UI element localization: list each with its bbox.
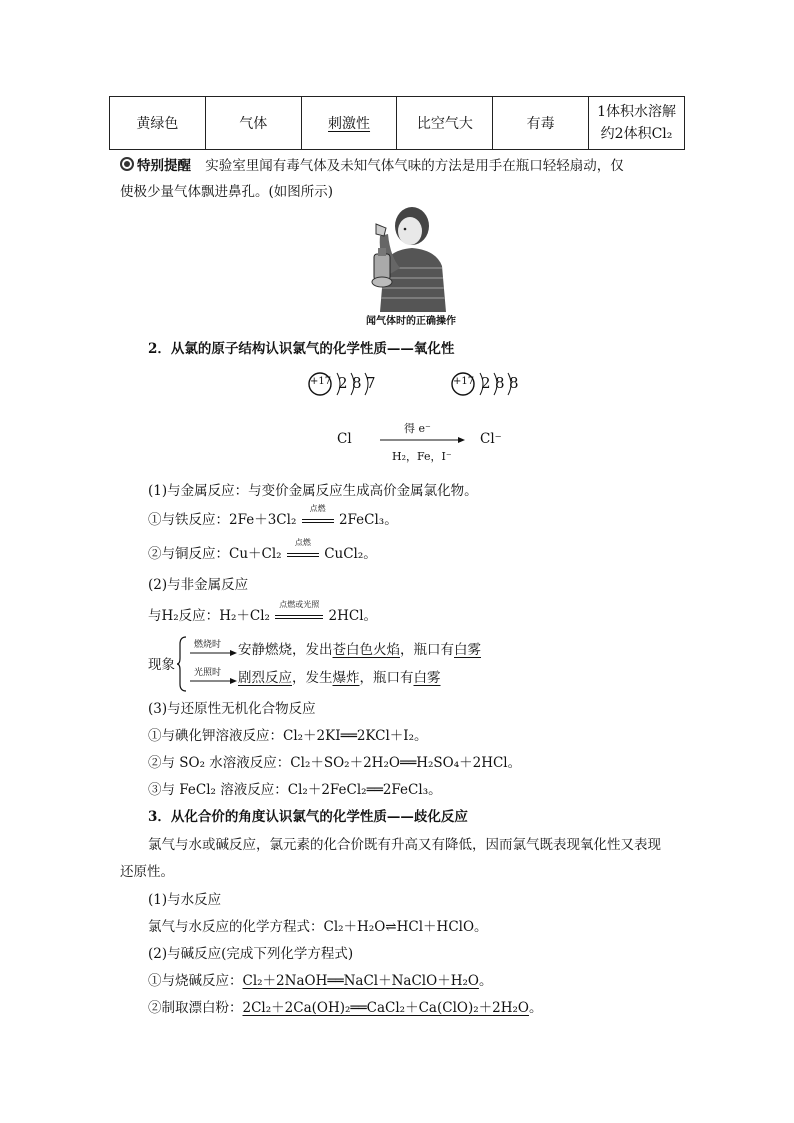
base-heading: (2)与碱反应(完成下列化学方程式) xyxy=(148,946,354,962)
cu-cond: 点燃 xyxy=(294,538,311,547)
bleach-end: 。 xyxy=(528,1000,543,1016)
section3-title: 3．从化合价的角度认识氯气的化学性质——歧化反应 xyxy=(148,809,468,825)
table-cell-density: 比空气大 xyxy=(397,97,493,150)
light-fog: 白雾 xyxy=(413,670,441,686)
person-smelling-icon xyxy=(350,204,460,312)
cu-right: CuCl₂。 xyxy=(324,546,377,562)
table-cell-toxicity: 有毒 xyxy=(493,97,589,150)
burn-flame: 苍白色火焰 xyxy=(332,642,400,658)
ion-shell-3: 8 xyxy=(509,374,519,392)
phenomenon-label: 现象 xyxy=(148,657,175,673)
section3-para2: 还原性。 xyxy=(120,864,174,880)
h2-right: 2HCl。 xyxy=(328,608,378,624)
cl-ion-label: Cl⁻ xyxy=(480,431,502,447)
bleach-equation: 2Cl₂＋2Ca(OH)₂══CaCl₂＋Ca(ClO)₂＋2H₂O xyxy=(242,1000,529,1016)
light-violent: 剧烈反应 xyxy=(238,670,292,686)
h2-label: 与H₂反应： xyxy=(148,608,220,624)
ion-shell-1: 2 xyxy=(481,374,491,392)
reducing-fecl2: ③与 FeCl₂ 溶液反应：Cl₂＋2FeCl₂══2FeCl₃。 xyxy=(148,782,442,798)
burn-cond: 燃烧时 xyxy=(194,640,222,650)
burn-fog: 白雾 xyxy=(454,642,481,658)
fe-eq-sign xyxy=(301,504,335,528)
cl-nucleus-charge: +17 xyxy=(310,376,332,387)
smelling-figure xyxy=(350,204,460,314)
burn-text-a: 安静燃烧，发出 xyxy=(238,642,333,658)
burn-text-b: ，瓶口有 xyxy=(400,642,454,658)
note-label: 特别提醒 xyxy=(137,158,191,174)
light-row xyxy=(190,666,441,686)
naoh-reaction xyxy=(148,969,492,989)
light-arrow xyxy=(190,670,238,686)
light-text-b: ，瓶口有 xyxy=(359,670,414,686)
reducing-ki: ①与碘化钾溶液反应：Cl₂＋2KI══2KCl＋I₂。 xyxy=(148,728,428,744)
burn-row xyxy=(190,638,481,658)
reducing-so2: ②与 SO₂ 水溶液反应：Cl₂＋SO₂＋2H₂O══H₂SO₄＋2HCl。 xyxy=(148,755,522,771)
cl-shell-1: 2 xyxy=(338,374,348,392)
fe-cond: 点燃 xyxy=(309,504,326,513)
conversion-arrow xyxy=(380,420,466,464)
section3-para1: 氯气与水或碱反应，氯元素的化合价既有升高又有降低，因而氯气既表现氧化性又表现 xyxy=(148,837,661,853)
solubility-line2: 约2体积Cl₂ xyxy=(600,126,673,142)
table-cell-state: 气体 xyxy=(205,97,301,150)
ion-nucleus-charge: +17 xyxy=(453,376,475,387)
cl-shell-2: 8 xyxy=(352,374,362,392)
cu-reaction xyxy=(148,538,377,562)
table-cell-odor xyxy=(301,97,397,150)
special-note xyxy=(120,154,624,174)
nonmetal-heading: (2)与非金属反应 xyxy=(148,577,249,593)
naoh-equation: Cl₂＋2NaOH══NaCl＋NaClO＋H₂O xyxy=(242,973,479,989)
figure-caption: 闻气体时的正确操作 xyxy=(366,316,456,327)
naoh-label: ①与烧碱反应： xyxy=(148,973,243,989)
bleach-reaction xyxy=(148,996,542,1016)
cl-ion-structure xyxy=(450,370,540,400)
light-explosion: 爆炸 xyxy=(332,670,360,686)
water-heading: (1)与水反应 xyxy=(148,892,222,908)
cu-left: Cu＋Cl₂ xyxy=(229,546,282,562)
metal-heading: (1)与金属反应：与变价金属反应生成高价金属氯化物。 xyxy=(148,483,478,499)
fe-reaction xyxy=(148,504,398,528)
cu-label: ②与铜反应： xyxy=(148,546,229,562)
h2-cond: 点燃或光照 xyxy=(279,600,320,609)
note-line2: 使极少量气体飘进鼻孔。(如图所示) xyxy=(120,184,334,200)
cl-atom-label: Cl xyxy=(337,431,352,447)
burn-arrow xyxy=(190,642,238,658)
bleach-label: ②制取漂白粉： xyxy=(148,1000,243,1016)
water-equation: 氯气与水反应的化学方程式：Cl₂＋H₂O⇌HCl＋HClO。 xyxy=(148,919,488,935)
light-text-a: ，发生 xyxy=(292,670,333,686)
reducing-heading: (3)与还原性无机化合物反应 xyxy=(148,701,316,717)
right-arrow-icon xyxy=(380,436,466,444)
fe-left: 2Fe＋3Cl₂ xyxy=(229,512,297,528)
solubility-line1: 1体积水溶解 xyxy=(597,104,676,120)
h2-eq-sign xyxy=(274,600,324,624)
h2-left: H₂＋Cl₂ xyxy=(219,608,270,624)
arrow-bottom-label: H₂，Fe，I⁻ xyxy=(392,450,452,463)
table-row xyxy=(110,97,685,150)
fe-label: ①与铁反应： xyxy=(148,512,229,528)
fe-right: 2FeCl₃。 xyxy=(338,512,398,528)
note-icon xyxy=(120,157,134,171)
table-cell-color: 黄绿色 xyxy=(110,97,206,150)
section2-title: 2．从氯的原子结构认识氯气的化学性质——氧化性 xyxy=(148,341,455,357)
odor-text: 刺激性 xyxy=(328,116,371,132)
cu-eq-sign xyxy=(286,538,320,562)
note-line1: 实验室里闻有毒气体及未知气体气味的方法是用手在瓶口轻轻扇动，仅 xyxy=(205,158,624,174)
arrow-top-label: 得 e⁻ xyxy=(404,422,431,435)
brace-icon xyxy=(176,636,188,692)
light-cond: 光照时 xyxy=(194,668,222,678)
h2-reaction xyxy=(148,600,378,624)
cl-shell-3: 7 xyxy=(366,374,376,392)
property-table xyxy=(109,96,685,150)
naoh-end: 。 xyxy=(478,973,493,989)
ion-shell-2: 8 xyxy=(495,374,505,392)
table-cell-solubility xyxy=(589,97,685,150)
cl-atom-structure xyxy=(307,370,397,400)
